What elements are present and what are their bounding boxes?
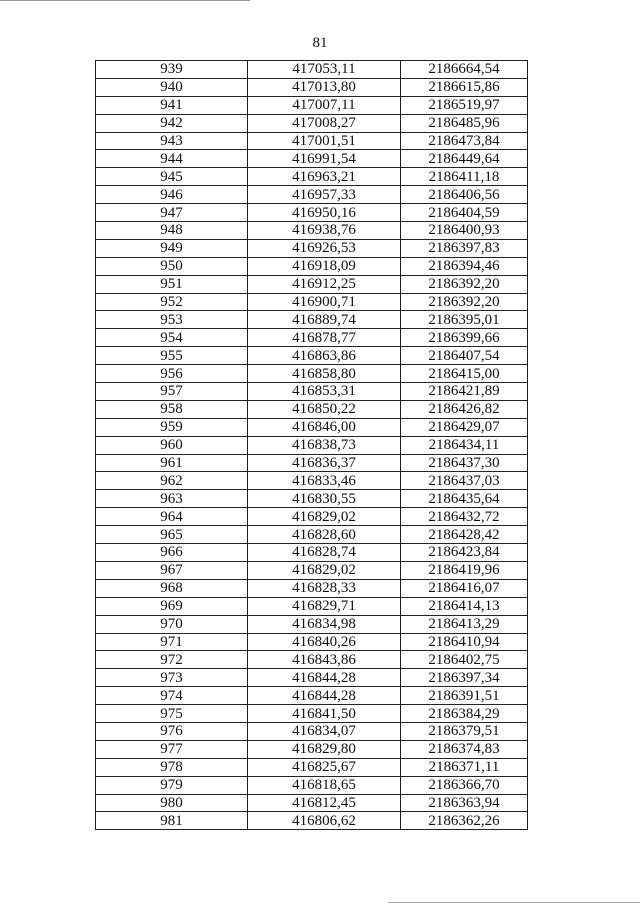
table-row xyxy=(96,400,528,418)
table-row xyxy=(96,168,528,186)
y-coordinate-cell: 2186416,07 xyxy=(401,579,528,597)
y-coordinate-cell: 2186395,01 xyxy=(401,311,528,329)
y-coordinate-cell: 2186391,51 xyxy=(401,687,528,705)
table-row xyxy=(96,490,528,508)
y-coordinate-cell: 2186402,75 xyxy=(401,651,528,669)
table-row xyxy=(96,222,528,240)
y-coordinate-cell: 2186410,94 xyxy=(401,633,528,651)
point-number-cell: 945 xyxy=(96,168,248,186)
x-coordinate-cell: 416912,25 xyxy=(248,275,401,293)
y-coordinate-cell: 2186421,89 xyxy=(401,383,528,401)
y-coordinate-cell: 2186519,97 xyxy=(401,96,528,114)
y-coordinate-cell: 2186437,30 xyxy=(401,454,528,472)
scan-edge-line-bottom xyxy=(388,902,640,903)
x-coordinate-cell: 416863,86 xyxy=(248,347,401,365)
table-row xyxy=(96,257,528,275)
table-row xyxy=(96,239,528,257)
point-number-cell: 962 xyxy=(96,472,248,490)
point-number-cell: 942 xyxy=(96,114,248,132)
point-number-cell: 957 xyxy=(96,383,248,401)
x-coordinate-cell: 416844,28 xyxy=(248,669,401,687)
x-coordinate-cell: 417053,11 xyxy=(248,61,401,79)
table-row xyxy=(96,526,528,544)
y-coordinate-cell: 2186399,66 xyxy=(401,329,528,347)
table-row xyxy=(96,454,528,472)
x-coordinate-cell: 416840,26 xyxy=(248,633,401,651)
point-number-cell: 975 xyxy=(96,705,248,723)
x-coordinate-cell: 416878,77 xyxy=(248,329,401,347)
y-coordinate-cell: 2186404,59 xyxy=(401,204,528,222)
x-coordinate-cell: 416918,09 xyxy=(248,257,401,275)
table-row xyxy=(96,705,528,723)
x-coordinate-cell: 416843,86 xyxy=(248,651,401,669)
point-number-cell: 980 xyxy=(96,794,248,812)
x-coordinate-cell: 416828,33 xyxy=(248,579,401,597)
point-number-cell: 944 xyxy=(96,150,248,168)
y-coordinate-cell: 2186392,20 xyxy=(401,275,528,293)
x-coordinate-cell: 416829,80 xyxy=(248,740,401,758)
point-number-cell: 965 xyxy=(96,526,248,544)
point-number-cell: 949 xyxy=(96,239,248,257)
x-coordinate-cell: 416853,31 xyxy=(248,383,401,401)
y-coordinate-cell: 2186435,64 xyxy=(401,490,528,508)
x-coordinate-cell: 416806,62 xyxy=(248,812,401,830)
x-coordinate-cell: 416829,02 xyxy=(248,508,401,526)
y-coordinate-cell: 2186384,29 xyxy=(401,705,528,723)
point-number-cell: 974 xyxy=(96,687,248,705)
point-number-cell: 964 xyxy=(96,508,248,526)
y-coordinate-cell: 2186400,93 xyxy=(401,222,528,240)
y-coordinate-cell: 2186397,83 xyxy=(401,239,528,257)
x-coordinate-cell: 416825,67 xyxy=(248,758,401,776)
y-coordinate-cell: 2186664,54 xyxy=(401,61,528,79)
x-coordinate-cell: 416938,76 xyxy=(248,222,401,240)
y-coordinate-cell: 2186449,64 xyxy=(401,150,528,168)
table-row xyxy=(96,508,528,526)
y-coordinate-cell: 2186423,84 xyxy=(401,544,528,562)
table-row xyxy=(96,722,528,740)
table-row xyxy=(96,812,528,830)
y-coordinate-cell: 2186406,56 xyxy=(401,186,528,204)
point-number-cell: 951 xyxy=(96,275,248,293)
point-number-cell: 966 xyxy=(96,544,248,562)
point-number-cell: 943 xyxy=(96,132,248,150)
coordinates-table xyxy=(95,60,528,830)
table-row xyxy=(96,472,528,490)
y-coordinate-cell: 2186397,34 xyxy=(401,669,528,687)
point-number-cell: 977 xyxy=(96,740,248,758)
point-number-cell: 960 xyxy=(96,436,248,454)
y-coordinate-cell: 2186615,86 xyxy=(401,78,528,96)
point-number-cell: 950 xyxy=(96,257,248,275)
y-coordinate-cell: 2186362,26 xyxy=(401,812,528,830)
y-coordinate-cell: 2186371,11 xyxy=(401,758,528,776)
point-number-cell: 971 xyxy=(96,633,248,651)
x-coordinate-cell: 416846,00 xyxy=(248,418,401,436)
y-coordinate-cell: 2186414,13 xyxy=(401,597,528,615)
x-coordinate-cell: 416950,16 xyxy=(248,204,401,222)
point-number-cell: 939 xyxy=(96,61,248,79)
y-coordinate-cell: 2186394,46 xyxy=(401,257,528,275)
table-row xyxy=(96,293,528,311)
point-number-cell: 968 xyxy=(96,579,248,597)
point-number-cell: 959 xyxy=(96,418,248,436)
x-coordinate-cell: 416834,07 xyxy=(248,722,401,740)
point-number-cell: 954 xyxy=(96,329,248,347)
table-row xyxy=(96,633,528,651)
table-row xyxy=(96,597,528,615)
table-row xyxy=(96,150,528,168)
point-number-cell: 976 xyxy=(96,722,248,740)
table-row xyxy=(96,740,528,758)
table-row xyxy=(96,561,528,579)
point-number-cell: 981 xyxy=(96,812,248,830)
x-coordinate-cell: 416858,80 xyxy=(248,365,401,383)
scan-edge-line-top xyxy=(0,0,250,1)
y-coordinate-cell: 2186415,00 xyxy=(401,365,528,383)
point-number-cell: 953 xyxy=(96,311,248,329)
table-row xyxy=(96,794,528,812)
x-coordinate-cell: 416833,46 xyxy=(248,472,401,490)
table-row xyxy=(96,436,528,454)
y-coordinate-cell: 2186379,51 xyxy=(401,722,528,740)
table-row xyxy=(96,275,528,293)
point-number-cell: 963 xyxy=(96,490,248,508)
x-coordinate-cell: 416957,33 xyxy=(248,186,401,204)
point-number-cell: 948 xyxy=(96,222,248,240)
x-coordinate-cell: 416829,71 xyxy=(248,597,401,615)
y-coordinate-cell: 2186363,94 xyxy=(401,794,528,812)
x-coordinate-cell: 416900,71 xyxy=(248,293,401,311)
x-coordinate-cell: 416812,45 xyxy=(248,794,401,812)
y-coordinate-cell: 2186485,96 xyxy=(401,114,528,132)
table-row xyxy=(96,615,528,633)
x-coordinate-cell: 417007,11 xyxy=(248,96,401,114)
x-coordinate-cell: 416926,53 xyxy=(248,239,401,257)
table-row xyxy=(96,758,528,776)
x-coordinate-cell: 416836,37 xyxy=(248,454,401,472)
y-coordinate-cell: 2186434,11 xyxy=(401,436,528,454)
y-coordinate-cell: 2186473,84 xyxy=(401,132,528,150)
point-number-cell: 973 xyxy=(96,669,248,687)
table-row xyxy=(96,311,528,329)
x-coordinate-cell: 416838,73 xyxy=(248,436,401,454)
x-coordinate-cell: 416850,22 xyxy=(248,400,401,418)
y-coordinate-cell: 2186374,83 xyxy=(401,740,528,758)
x-coordinate-cell: 416828,60 xyxy=(248,526,401,544)
x-coordinate-cell: 416834,98 xyxy=(248,615,401,633)
table-row xyxy=(96,365,528,383)
coordinates-table-body xyxy=(96,61,528,830)
y-coordinate-cell: 2186432,72 xyxy=(401,508,528,526)
x-coordinate-cell: 416963,21 xyxy=(248,168,401,186)
table-row xyxy=(96,544,528,562)
table-row xyxy=(96,669,528,687)
x-coordinate-cell: 416841,50 xyxy=(248,705,401,723)
table-row xyxy=(96,383,528,401)
y-coordinate-cell: 2186411,18 xyxy=(401,168,528,186)
x-coordinate-cell: 417008,27 xyxy=(248,114,401,132)
x-coordinate-cell: 416844,28 xyxy=(248,687,401,705)
table-row xyxy=(96,114,528,132)
table-row xyxy=(96,687,528,705)
table-row xyxy=(96,78,528,96)
point-number-cell: 940 xyxy=(96,78,248,96)
point-number-cell: 967 xyxy=(96,561,248,579)
table-row xyxy=(96,347,528,365)
y-coordinate-cell: 2186428,42 xyxy=(401,526,528,544)
point-number-cell: 979 xyxy=(96,776,248,794)
point-number-cell: 969 xyxy=(96,597,248,615)
x-coordinate-cell: 416829,02 xyxy=(248,561,401,579)
table-row xyxy=(96,329,528,347)
point-number-cell: 961 xyxy=(96,454,248,472)
table-row xyxy=(96,96,528,114)
point-number-cell: 972 xyxy=(96,651,248,669)
y-coordinate-cell: 2186392,20 xyxy=(401,293,528,311)
x-coordinate-cell: 417001,51 xyxy=(248,132,401,150)
point-number-cell: 958 xyxy=(96,400,248,418)
x-coordinate-cell: 416828,74 xyxy=(248,544,401,562)
x-coordinate-cell: 416818,65 xyxy=(248,776,401,794)
y-coordinate-cell: 2186407,54 xyxy=(401,347,528,365)
x-coordinate-cell: 416830,55 xyxy=(248,490,401,508)
y-coordinate-cell: 2186429,07 xyxy=(401,418,528,436)
point-number-cell: 952 xyxy=(96,293,248,311)
point-number-cell: 947 xyxy=(96,204,248,222)
table-row xyxy=(96,579,528,597)
point-number-cell: 956 xyxy=(96,365,248,383)
x-coordinate-cell: 417013,80 xyxy=(248,78,401,96)
table-row xyxy=(96,651,528,669)
point-number-cell: 955 xyxy=(96,347,248,365)
y-coordinate-cell: 2186437,03 xyxy=(401,472,528,490)
page-number: 81 xyxy=(312,35,328,51)
x-coordinate-cell: 416991,54 xyxy=(248,150,401,168)
point-number-cell: 978 xyxy=(96,758,248,776)
table-row xyxy=(96,776,528,794)
table-row xyxy=(96,418,528,436)
table-row xyxy=(96,61,528,79)
y-coordinate-cell: 2186366,70 xyxy=(401,776,528,794)
x-coordinate-cell: 416889,74 xyxy=(248,311,401,329)
point-number-cell: 941 xyxy=(96,96,248,114)
y-coordinate-cell: 2186426,82 xyxy=(401,400,528,418)
y-coordinate-cell: 2186413,29 xyxy=(401,615,528,633)
point-number-cell: 946 xyxy=(96,186,248,204)
table-row xyxy=(96,204,528,222)
table-row xyxy=(96,132,528,150)
table-row xyxy=(96,186,528,204)
y-coordinate-cell: 2186419,96 xyxy=(401,561,528,579)
point-number-cell: 970 xyxy=(96,615,248,633)
